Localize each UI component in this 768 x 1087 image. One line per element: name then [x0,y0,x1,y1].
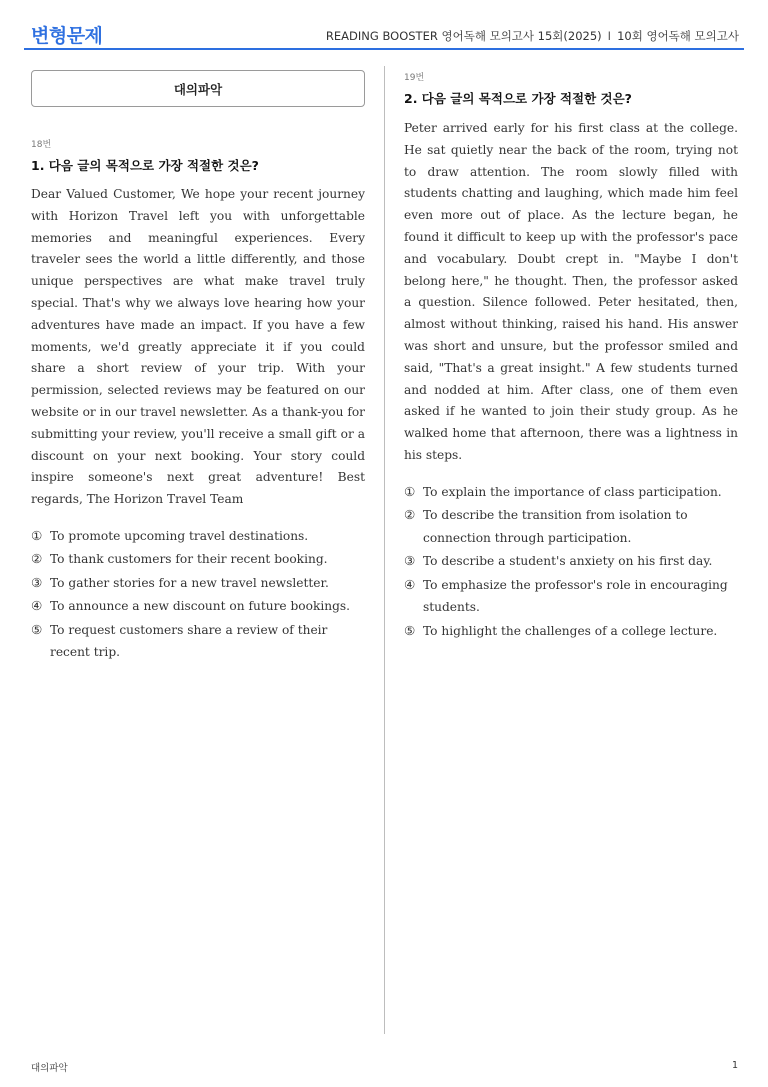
choice-list [31,525,365,664]
header-info [326,28,739,44]
choice-text: To highlight the challenges of a college lecture. [423,623,718,638]
section-label-box: 대의파악 [31,70,365,107]
choice-item[interactable] [404,620,738,643]
left-column [31,60,365,665]
footer-section-label: 대의파악 [31,1063,68,1074]
choice-text: To explain the importance of class participation. [423,484,722,499]
choice-marker: ③ [31,574,43,590]
column-divider [384,66,385,1034]
choice-text: To describe a student's anxiety on his first day. [423,554,713,569]
choice-item[interactable] [31,548,365,571]
choice-marker: ④ [31,598,43,614]
choice-marker: ⑤ [31,621,43,637]
choice-text: To emphasize the professor's role in encouraging students. [423,577,728,615]
choice-text: To thank customers for their recent booking. [50,552,328,567]
question-number: 18번 [31,140,52,150]
choice-marker: ③ [404,553,416,569]
passage-text: Peter arrived early for his first class at the college. He sat quietly near the back of the room, trying not to draw attention. The room slowly filled with students chatting and laughing, which made him feel even more out of place. As the lecture began, he found it difficult to keep up with the professor's pace and vocabulary. Doubt crept in. "Maybe I don't belong here," he thought. Then, the professor asked a question. Silence followed. Peter hesitated, then, almost without thinking, raised his hand. His answer was short and unsure, but the professor smiled and said, "That's a great insight." A few students turned and nodded at him. After class, one of them even asked if he wanted to join their study group. As he walked home that afternoon, there was a lightness in his steps. [404,121,738,462]
choice-item[interactable] [31,572,365,595]
choice-marker: ② [31,551,43,567]
choice-item[interactable] [31,619,365,664]
choice-text: To describe the transition from isolation to connection through participation. [423,508,688,545]
choice-marker: ④ [404,576,416,592]
choice-item[interactable] [404,550,738,573]
header-separator: I [607,29,612,43]
choice-marker: ① [404,483,416,499]
choice-text: To announce a new discount on future bookings. [50,599,351,614]
choice-text: To gather stories for a new travel newsletter. [50,575,329,590]
choice-marker: ⑤ [404,622,416,638]
choice-item[interactable] [404,481,738,504]
choice-text: To request customers share a review of their recent trip. [50,622,328,660]
page-header [24,0,744,50]
passage-text: Dear Valued Customer, We hope your recent journey with Horizon Travel left you with unforgettable memories and meaningful experiences. Every traveler sees the world a little differently, and those unique perspectives are what make travel truly special. That's why we always love hearing how your adventures have made an impact. If you have a few moments, we'd greatly appreciate it if you could share a short review of your trip. With your permission, selected reviews may be featured on our website or in our travel newsletter. As a thank-you for submitting your review, you'll receive a small gift or a discount on your next booking. Your story could inspire someone's next great adventure! Best regards, The Horizon Travel Team [31,187,365,507]
question-title: 1. 다음 글의 목적으로 가장 적절한 것은? [31,158,259,173]
choice-text: To promote upcoming travel destinations. [50,528,309,543]
test-title: 10회 영어독해 모의고사 [617,29,739,43]
book-title: READING BOOSTER 영어독해 모의고사 15회(2025) [325,29,602,43]
choice-item[interactable] [404,504,738,549]
choice-marker: ② [404,507,416,523]
right-column [404,60,738,643]
brand-title: 변형문제 [31,25,103,47]
choice-item[interactable] [31,595,365,618]
choice-marker: ① [31,527,43,543]
question-number: 19번 [404,73,425,83]
choice-item[interactable] [404,574,738,619]
question-title: 2. 다음 글의 목적으로 가장 적절한 것은? [404,91,632,106]
choice-list [404,481,738,643]
page-number: 1 [731,1060,738,1071]
choice-item[interactable] [31,525,365,548]
